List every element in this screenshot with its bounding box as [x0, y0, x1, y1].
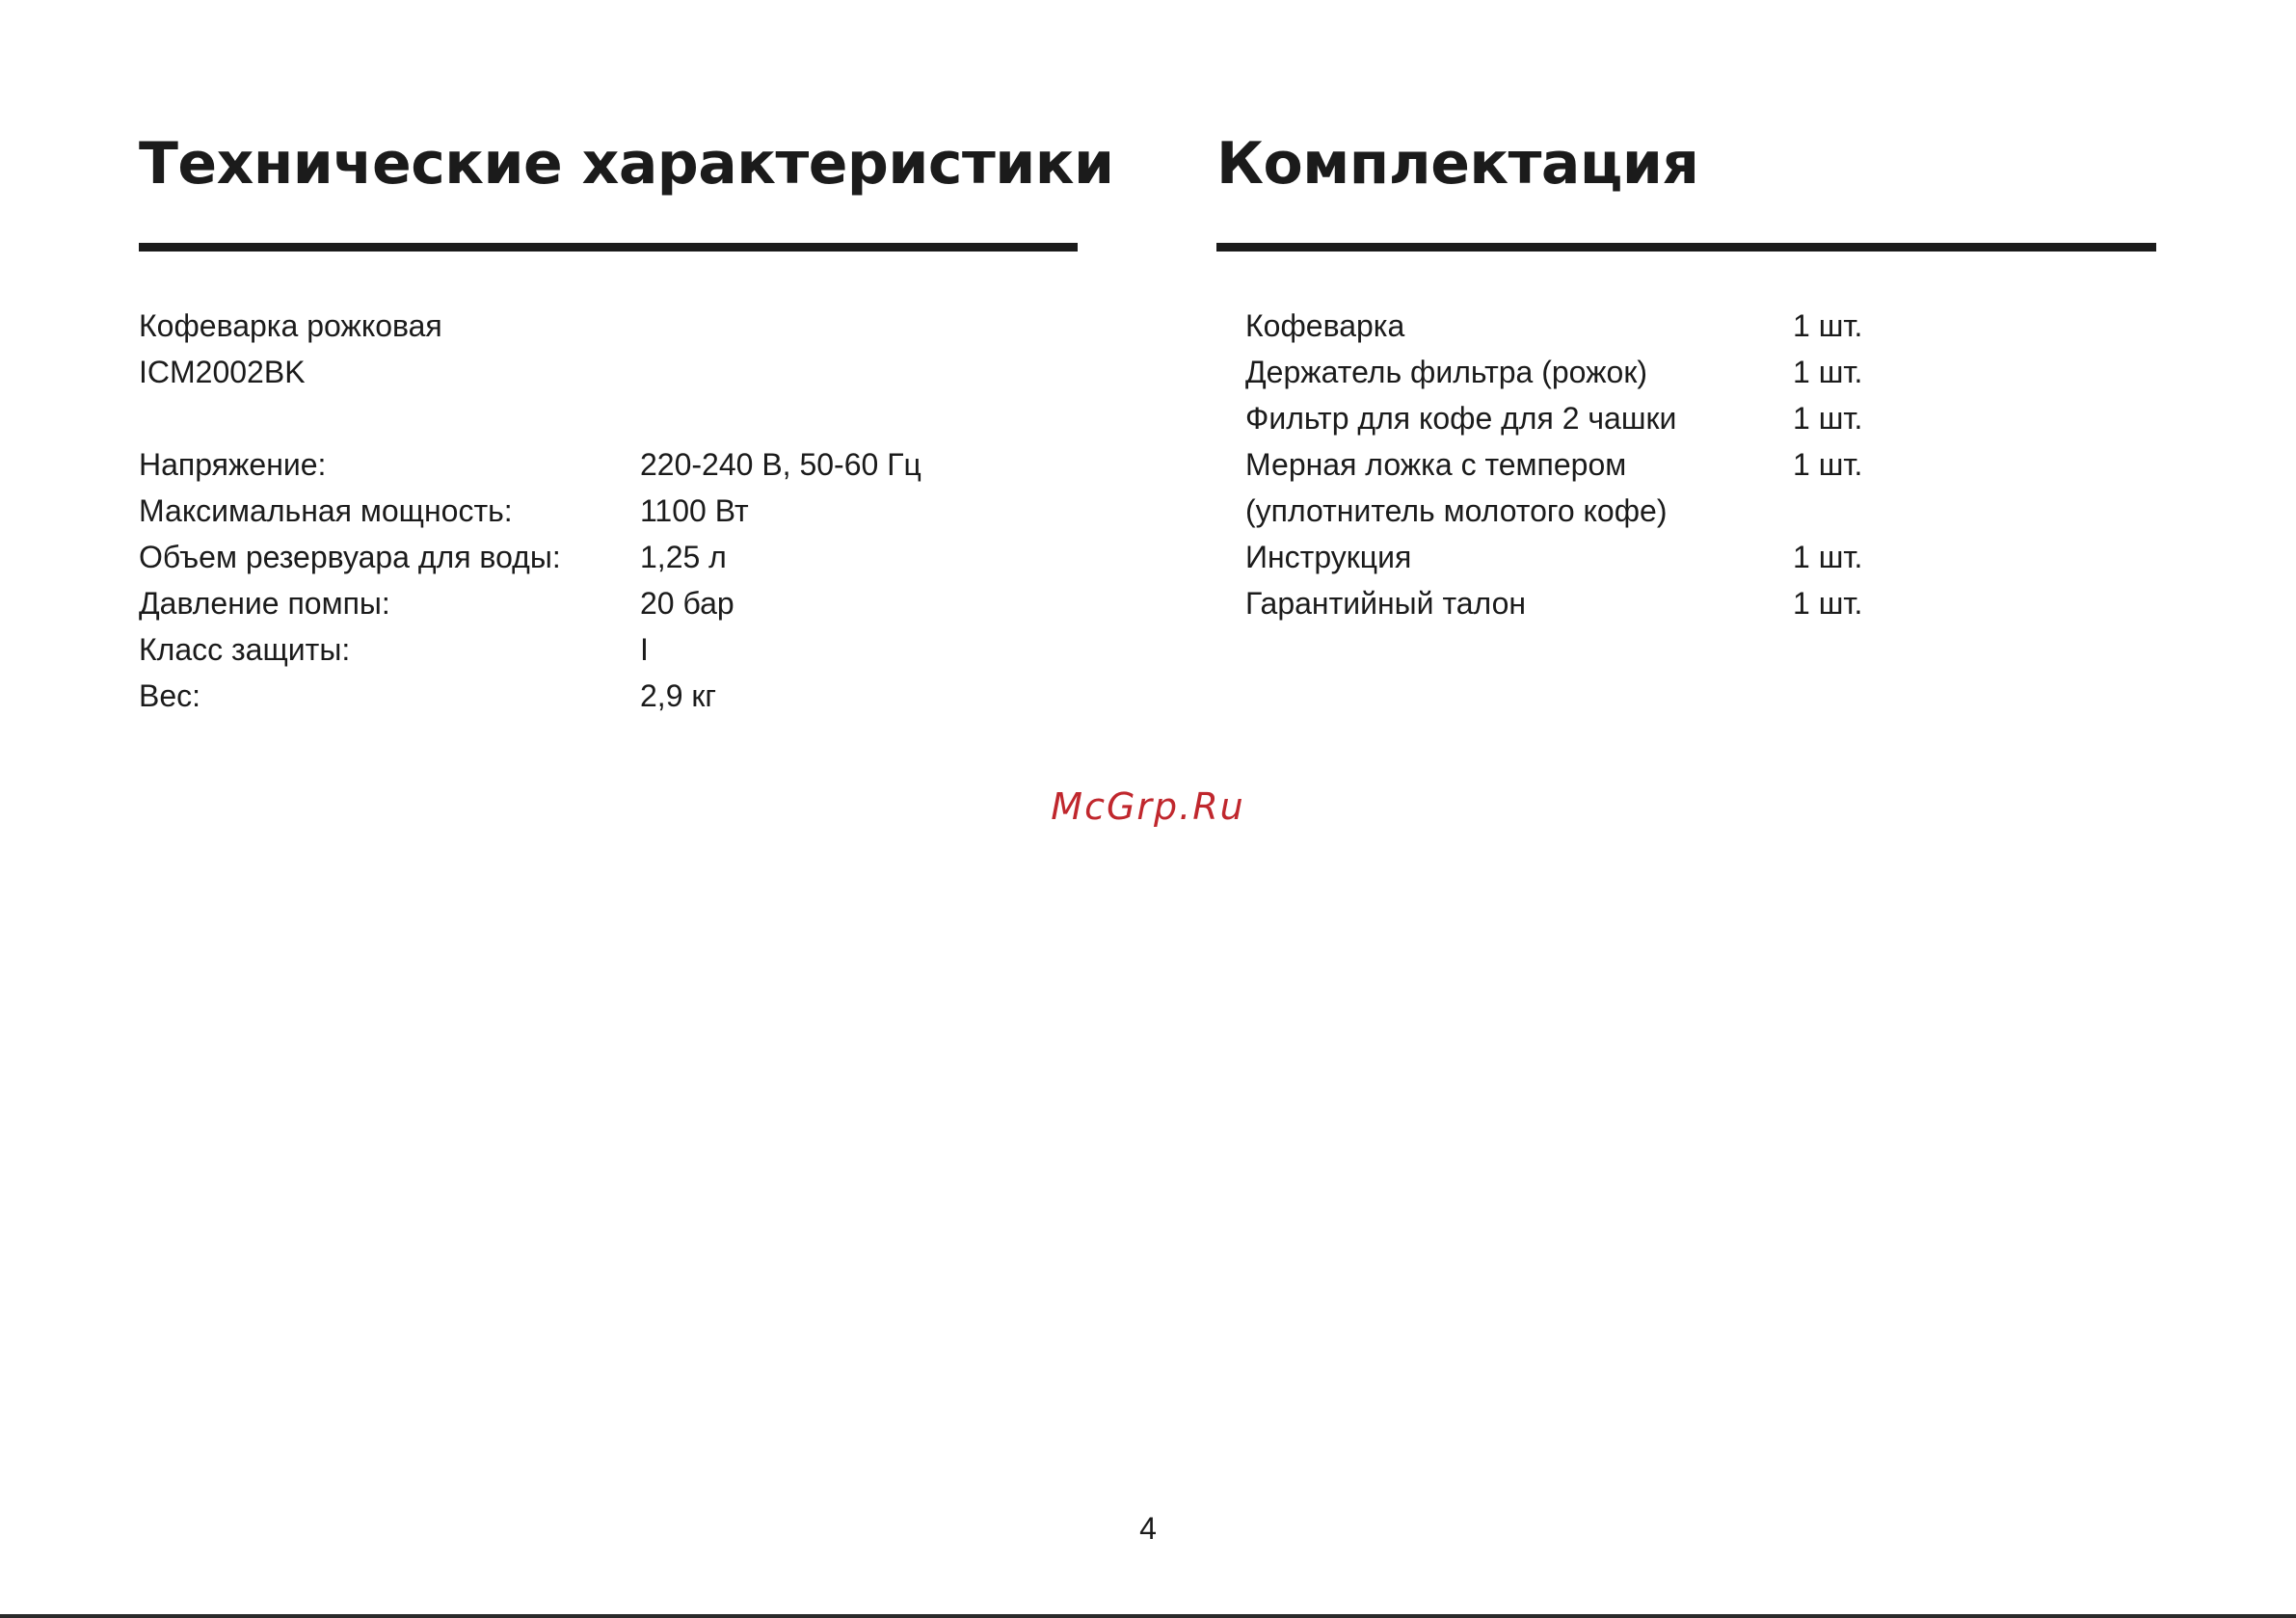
spec-row-voltage: [139, 441, 921, 488]
page-bottom-edge: [0, 1614, 2296, 1618]
contents-item-name: Гарантийный талон: [1245, 586, 1527, 621]
contents-item-qty: 1 шт.: [1793, 540, 1863, 574]
spec-label: Давление помпы:: [139, 586, 390, 621]
spec-label: Вес:: [139, 678, 201, 713]
contents-table: [1245, 303, 1909, 626]
spec-label: Объем резервуара для воды:: [139, 540, 561, 574]
spec-row-power: [139, 488, 921, 534]
contents-row: [1245, 303, 1909, 349]
contents-item-name: Мерная ложка с темпером (уплотнитель молотого кофе): [1245, 447, 1668, 528]
contents-item-name: Держатель фильтра (рожок): [1245, 355, 1647, 389]
contents-divider: [1216, 243, 2156, 252]
spec-row-protection-class: [139, 626, 921, 673]
specs-divider: [139, 243, 1078, 252]
spec-row-pump-pressure: [139, 580, 921, 626]
contents-item-qty: 1 шт.: [1793, 355, 1863, 389]
contents-row: [1245, 395, 1909, 441]
contents-row: [1245, 441, 1909, 534]
spec-label: Класс защиты:: [139, 632, 351, 667]
spec-value: 20 бар: [640, 586, 734, 621]
specs-heading: Технические характеристики: [139, 130, 1114, 198]
watermark: McGrp.Ru: [1051, 785, 1245, 828]
spec-value: 2,9 кг: [640, 678, 717, 713]
spec-value: 220-240 В, 50-60 Гц: [640, 447, 921, 482]
product-model: ICM2002BK: [139, 355, 306, 389]
contents-row: [1245, 349, 1909, 395]
contents-item-name: Фильтр для кофе для 2 чашки: [1245, 401, 1677, 436]
contents-item-qty: 1 шт.: [1793, 308, 1863, 343]
product-info: [139, 303, 442, 395]
contents-heading: Комплектация: [1216, 130, 1699, 198]
spec-value: 1100 Вт: [640, 493, 749, 528]
contents-item-name: Кофеварка: [1245, 308, 1405, 343]
contents-item-qty: 1 шт.: [1793, 447, 1863, 482]
spec-value: 1,25 л: [640, 540, 727, 574]
spec-row-weight: [139, 673, 921, 719]
contents-item-name: Инструкция: [1245, 540, 1412, 574]
page-number: 4: [1139, 1511, 1157, 1546]
contents-row: [1245, 580, 1909, 626]
specs-table: [139, 441, 921, 719]
contents-item-qty: 1 шт.: [1793, 586, 1863, 621]
spec-label: Напряжение:: [139, 447, 327, 482]
spec-row-tank-volume: [139, 534, 921, 580]
spec-label: Максимальная мощность:: [139, 493, 513, 528]
contents-row: [1245, 534, 1909, 580]
spec-value: I: [640, 632, 649, 667]
contents-item-qty: 1 шт.: [1793, 401, 1863, 436]
product-name: Кофеварка рожковая: [139, 308, 442, 343]
